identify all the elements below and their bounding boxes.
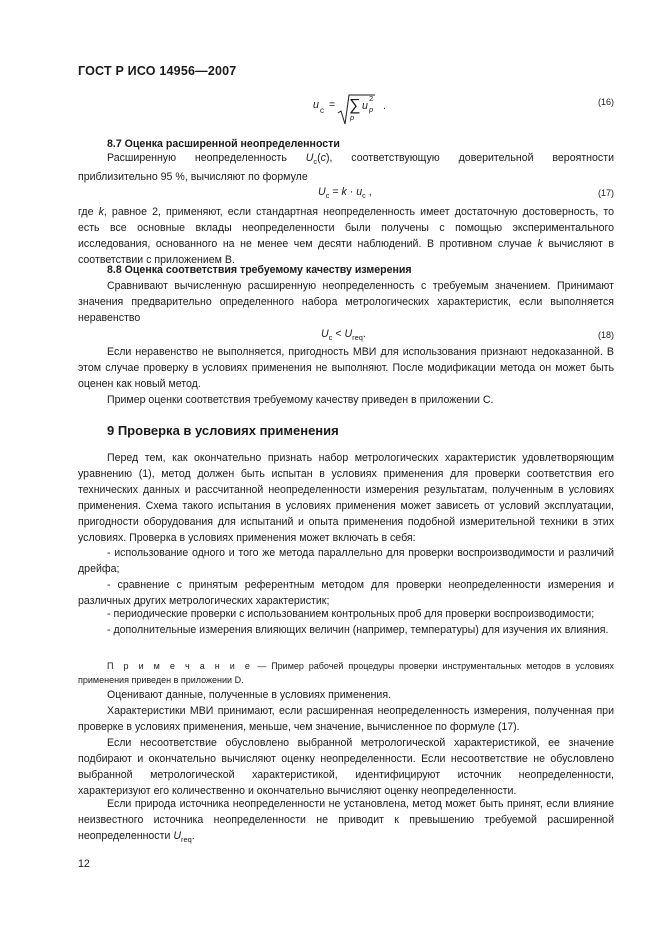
eq16-var-sup: 2	[369, 94, 374, 103]
note: П р и м е ч а н и е — Пример рабочей процедуры проверки инструментальных методов в условиях применения приведен в приложении D.	[78, 661, 614, 685]
section-9-paragraph-2: Оценивают данные, полученные в условиях применения.	[107, 689, 392, 701]
section-8-8-paragraph-2: Если неравенство не выполняется, пригодность МВИ для использования признают недоказанной. В этом случае проверку в условиях применения не выполняют. После модификации метода он может быть оценен как новый метод.	[78, 346, 614, 390]
section-9-paragraph-4: Если несоответствие обусловлено выбранной метрологической характеристикой, ее значение подбирают и окончательно вычисляют оценку неопределенности. Если несоответствие не обусловлено выбранной метрологической характеристикой, идентифицируют источник неопределенности, характеризуют его количественно и окончательно вычисляют оценку неопределенности.	[78, 737, 614, 797]
equation-number-17: (17)	[597, 188, 614, 198]
section-9-title: 9 Проверка в условиях применения	[107, 423, 339, 438]
eq16-sum-sub: p	[350, 113, 355, 122]
eq16-lhs: u	[313, 99, 319, 111]
equation-number-16: (16)	[597, 97, 614, 107]
eq16-lhs-sub: c	[320, 106, 324, 115]
equation-16	[313, 94, 403, 128]
equation-number-18: (18)	[597, 330, 614, 340]
section-9-paragraph-1: Перед тем, как окончательно признать набор метрологических характеристик удовлетворяющим уравнению (1), метод должен быть испытан в условиях применения для проверки соответствия его технических данных и рассчитанной неопределенности измерения результатам, полученным в условиях применения. Схема такого испытания в условиях применения может зависеть от условий эксплуатации, пригодности оборудования для испытаний и опыта применения подобной измерительной техники в этих условиях. Проверка в условиях применения может включать в себя:	[78, 452, 614, 544]
bullet-item-4: - дополнительные измерения влияющих величин (например, температуры) для изучения их влияния.	[107, 624, 609, 636]
document-header: ГОСТ Р ИСО 14956—2007	[78, 64, 237, 78]
note-label: П р и м е ч а н и е	[107, 661, 253, 671]
equation-17: $U_c = k \cdot u_c$ ,	[318, 186, 372, 201]
section-9-paragraph-3: Характеристики МВИ принимают, если расширенная неопределенность измерения, полученная при проверке в условиях применения, меньше, чем значение, вычисленное по формуле (17).	[78, 705, 614, 733]
section-8-7-paragraph-1: Расширенную неопределенность $U_c(c)$, соответствующую доверительной вероятности приблизительно 95 %, вычисляют по формуле	[78, 152, 614, 184]
section-8-8-paragraph-3: Пример оценки соответствия требуемому качеству приведен в приложении С.	[107, 394, 494, 406]
section-8-8-paragraph-1: Сравнивают вычисленную расширенную неопределенность с требуемым значением. Принимают значения предварительно определенного набора метрологических характеристик, если выполняется неравенство	[78, 280, 614, 324]
bullet-item-2: - сравнение с принятым референтным методом для проверки неопределенности измерения и различных других метрологических характеристик;	[78, 579, 614, 607]
section-9-paragraph-5: Если природа источника неопределенности не установлена, метод может быть принят, если влияние неизвестного источника неопределенности не приводит к превышению требуемой расширенной неопределенности $U_{req}$.	[78, 798, 614, 844]
section-8-8-title: 8.8 Оценка соответствия требуемому качеству измерения	[107, 264, 412, 276]
bullet-item-3: - периодические проверки с использованием контрольных проб для проверки воспроизводимости;	[107, 608, 595, 620]
eq16-tail: .	[383, 100, 386, 112]
sum-sign-icon: ∑	[349, 97, 361, 114]
equation-18: $U_c < U_{req}$.	[321, 328, 366, 343]
section-8-7-title: 8.7 Оценка расширенной неопределенности	[107, 138, 340, 150]
page-number: 12	[78, 858, 90, 870]
eq16-var-sub: p	[369, 105, 374, 114]
section-8-7-paragraph-2: где k, равное 2, применяют, если стандартная неопределенность имеет достаточную достоверность, то есть все основные вклады неопределенности были получены с помощью экспериментального исследования, основанного на не менее чем десяти наблюдений. В противном случае k вычисляют в соответствии с приложением В.	[78, 206, 615, 266]
eq16-equals: =	[329, 99, 336, 111]
bullet-item-1: - использование одного и того же метода параллельно для проверки воспроизводимости и различий дрейфа;	[78, 547, 614, 575]
eq16-var: u	[362, 100, 368, 112]
